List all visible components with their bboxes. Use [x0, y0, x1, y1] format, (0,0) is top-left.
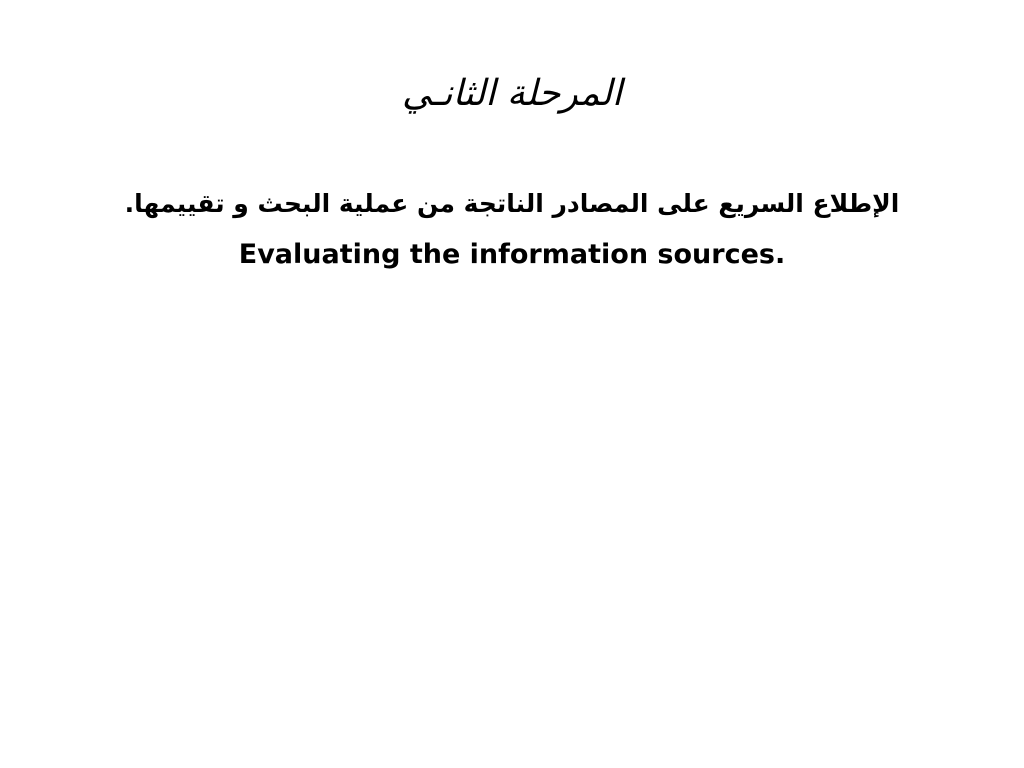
body-line-english: Evaluating the information sources.: [238, 239, 786, 270]
body-line-arabic: الإطلاع السريع على المصادر الناتجة من عملية البحث و تقييمها.: [124, 189, 900, 218]
slide-body: [90, 182, 934, 278]
slide-title: المرحلة الثانـي: [402, 73, 622, 114]
